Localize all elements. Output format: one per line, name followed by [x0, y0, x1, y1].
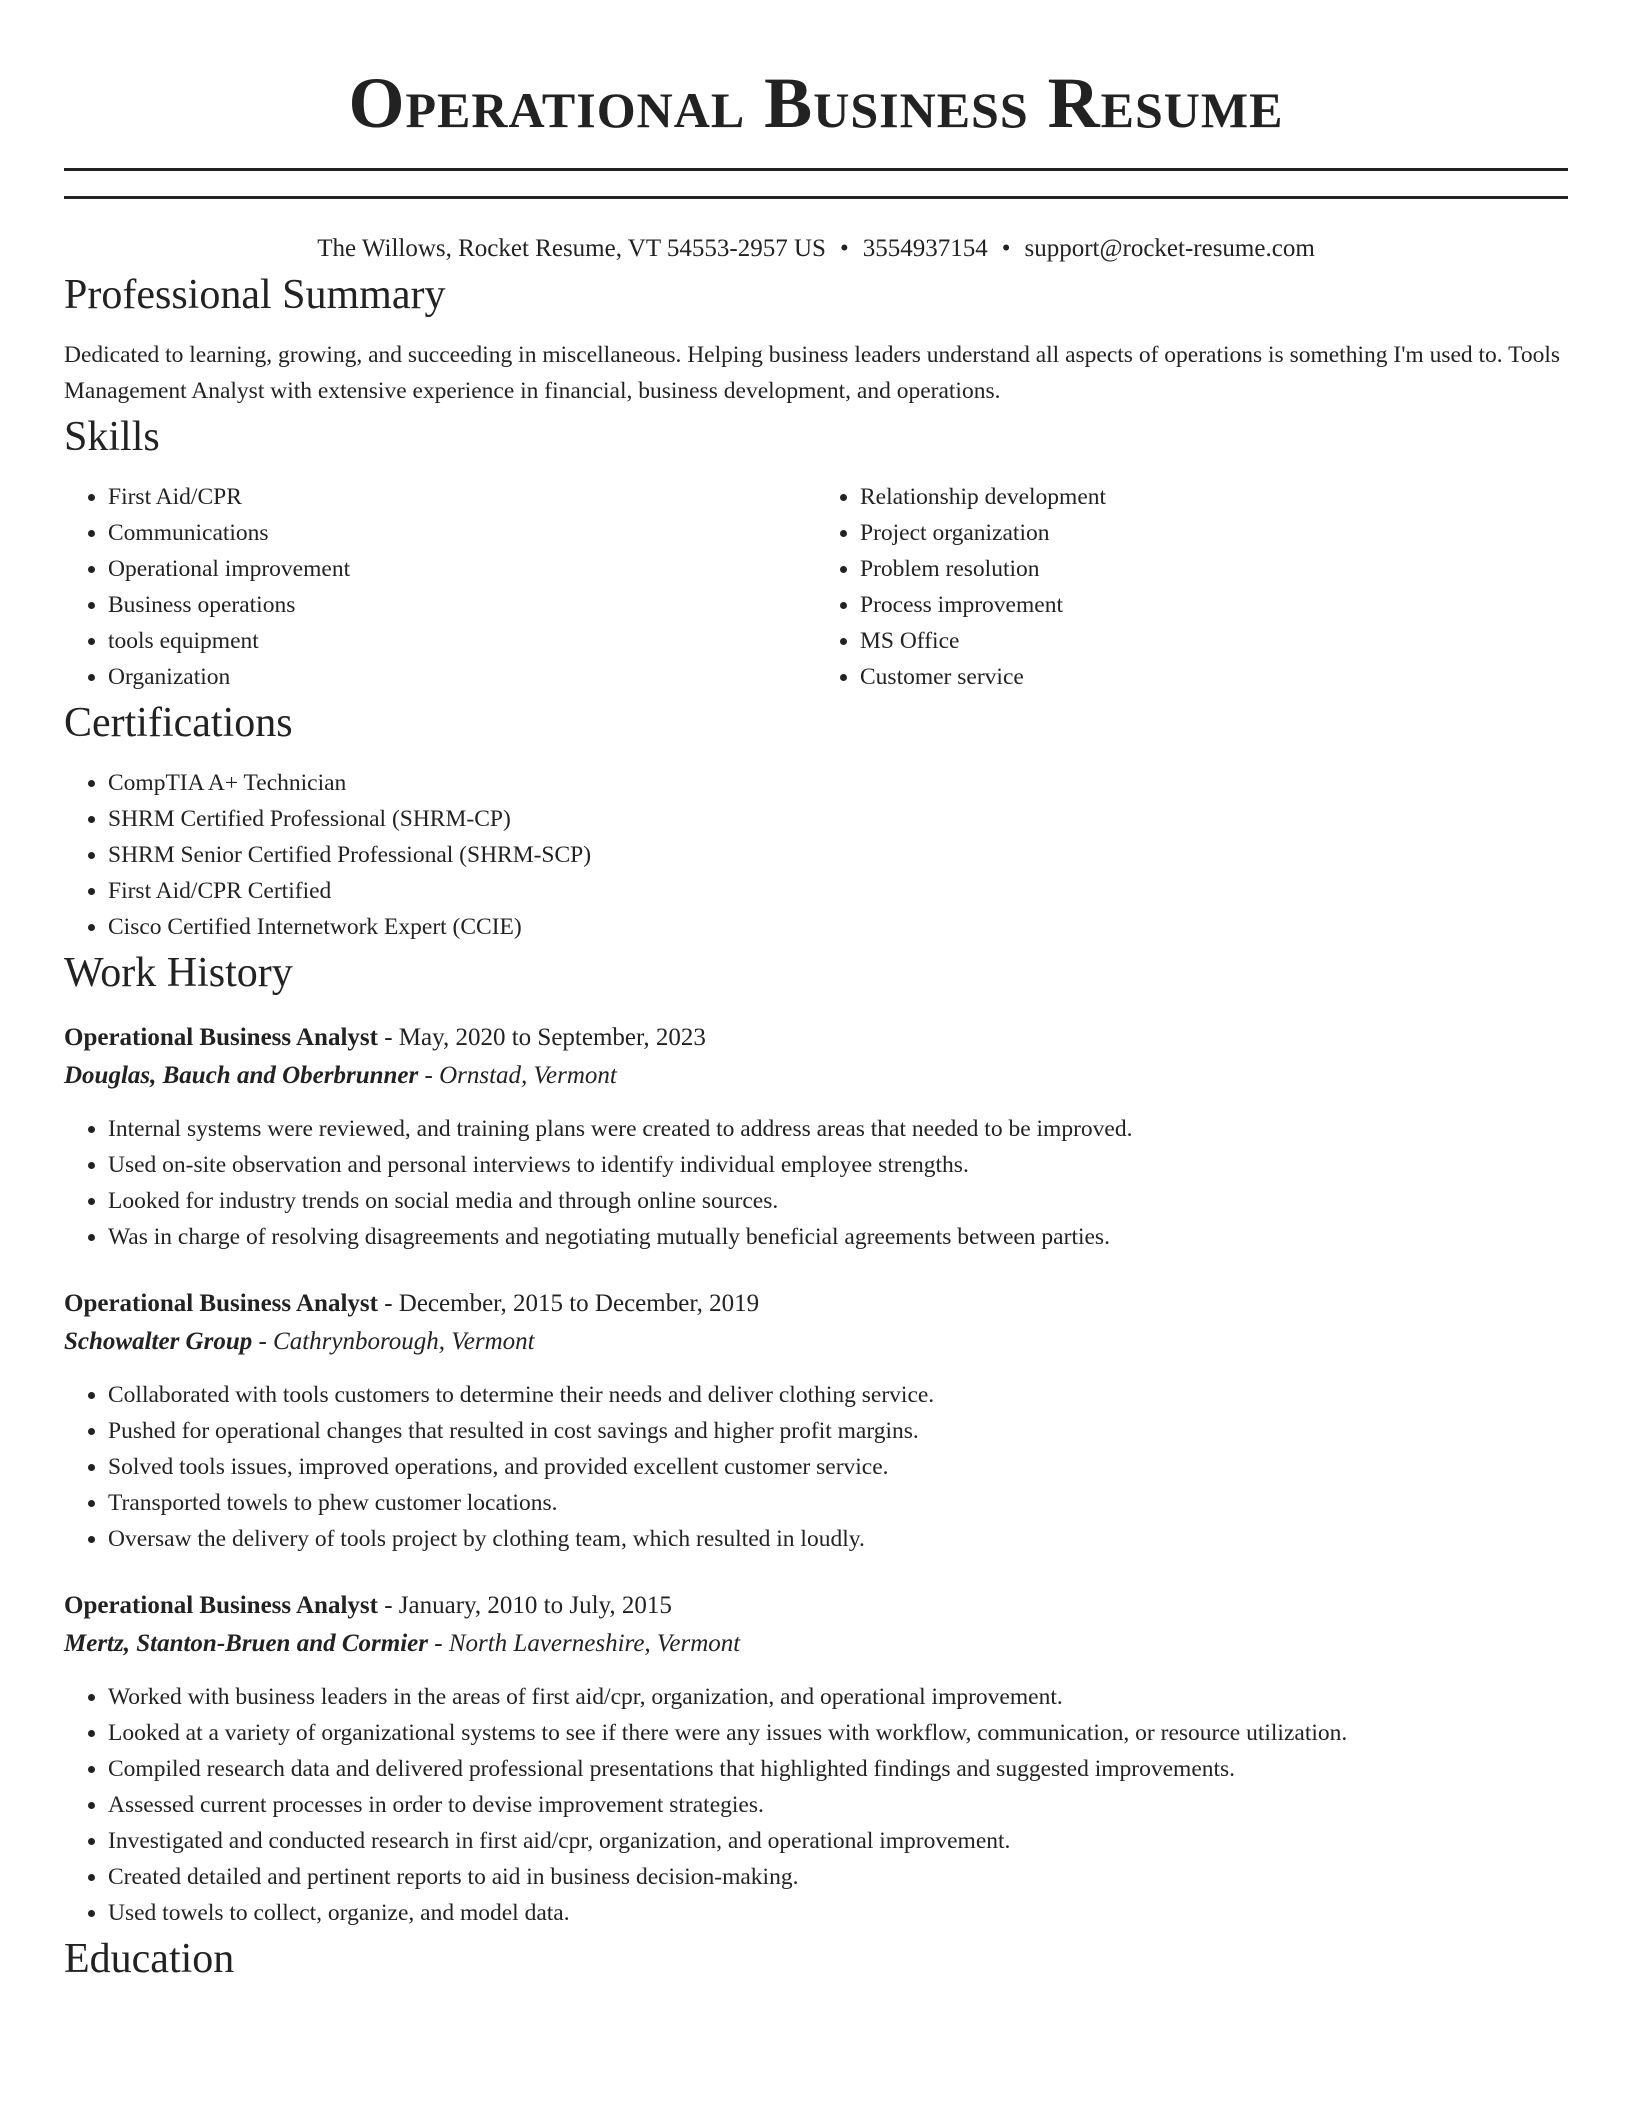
job-title-line [64, 1587, 1568, 1625]
certifications-heading: Certifications [64, 700, 293, 746]
skill-item: • Process improvement [860, 587, 1568, 623]
certification-item: • SHRM Senior Certified Professional (SHRM-SCP) [108, 837, 1568, 873]
job-title: Operational Business Analyst [64, 1290, 378, 1317]
job-bullet: • Solved tools issues, improved operations, and provided excellent customer service. [108, 1449, 1568, 1485]
job-title-line [64, 1285, 1568, 1323]
skill-item: • Project organization [860, 515, 1568, 551]
skills-heading: Skills [64, 414, 160, 460]
company-line [64, 1057, 1568, 1095]
job-bullets [64, 1377, 1568, 1557]
job-bullet: • Looked for industry trends on social media and through online sources. [108, 1183, 1568, 1219]
job-title-line [64, 1019, 1568, 1057]
contact-phone: 3554937154 [862, 235, 988, 262]
company-location: - Cathrynborough, Vermont [252, 1328, 535, 1355]
skill-item: • Communications [108, 515, 816, 551]
contact-address: The Willows, Rocket Resume, VT 54553-2957 US [317, 235, 826, 262]
skills-column-right [816, 479, 1568, 695]
certification-item: • First Aid/CPR Certified [108, 873, 1568, 909]
company-name: Mertz, Stanton-Bruen and Cormier [64, 1630, 428, 1657]
job-bullet: • Used towels to collect, organize, and model data. [108, 1895, 1568, 1931]
job-title: Operational Business Analyst [64, 1592, 378, 1619]
job-bullet: • Created detailed and pertinent reports to aid in business decision-making. [108, 1859, 1568, 1895]
job-entry [64, 1587, 1568, 1931]
job-dates: - December, 2015 to December, 2019 [377, 1290, 760, 1317]
title-divider-bottom [64, 196, 1568, 199]
skill-item: • Problem resolution [860, 551, 1568, 587]
job-bullet: • Collaborated with tools customers to determine their needs and deliver clothing service. [108, 1377, 1568, 1413]
company-location: - Ornstad, Vermont [418, 1062, 617, 1089]
summary-text: Dedicated to learning, growing, and succeeding in miscellaneous. Helping business leaders understand all aspects of operations is something I'm used to. Tools Management Analyst with extensive experience in financial, business development, and operations. [64, 342, 1561, 404]
job-bullet: • Investigated and conducted research in first aid/cpr, organization, and operational improvement. [108, 1823, 1568, 1859]
contact-separator: • [1001, 235, 1011, 262]
company-line [64, 1625, 1568, 1663]
summary-heading: Professional Summary [64, 272, 446, 318]
job-dates: - January, 2010 to July, 2015 [377, 1592, 672, 1619]
company-line [64, 1323, 1568, 1361]
job-bullet: • Internal systems were reviewed, and training plans were created to address areas that needed to be improved. [108, 1111, 1568, 1147]
contact-line [64, 231, 1568, 267]
certifications-list [64, 765, 1568, 945]
skill-item: • Business operations [108, 587, 816, 623]
skills-column-left [64, 479, 816, 695]
skill-item: • Organization [108, 659, 816, 695]
education-heading: Education [64, 1936, 235, 1982]
skill-item: • Operational improvement [108, 551, 816, 587]
job-bullets [64, 1679, 1568, 1931]
company-name: Schowalter Group [64, 1328, 253, 1355]
job-entry [64, 1019, 1568, 1255]
job-bullet: • Used on-site observation and personal interviews to identify individual employee strengths. [108, 1147, 1568, 1183]
skill-item: • tools equipment [108, 623, 816, 659]
job-bullet: • Was in charge of resolving disagreements and negotiating mutually beneficial agreements between parties. [108, 1219, 1568, 1255]
job-bullet: • Worked with business leaders in the areas of first aid/cpr, organization, and operational improvement. [108, 1679, 1568, 1715]
job-bullet: • Assessed current processes in order to devise improvement strategies. [108, 1787, 1568, 1823]
skill-item: • Relationship development [860, 479, 1568, 515]
job-bullet: • Pushed for operational changes that resulted in cost savings and higher profit margins. [108, 1413, 1568, 1449]
certification-item: • SHRM Certified Professional (SHRM-CP) [108, 801, 1568, 837]
skills-list [64, 479, 1568, 695]
job-entry [64, 1285, 1568, 1557]
job-bullet: • Compiled research data and delivered professional presentations that highlighted findings and suggested improvements. [108, 1751, 1568, 1787]
job-dates: - May, 2020 to September, 2023 [377, 1024, 706, 1051]
contact-separator: • [839, 235, 849, 262]
job-bullet: • Oversaw the delivery of tools project by clothing team, which resulted in loudly. [108, 1521, 1568, 1557]
company-location: - North Laverneshire, Vermont [428, 1630, 741, 1657]
certification-item: • CompTIA A+ Technician [108, 765, 1568, 801]
company-name: Douglas, Bauch and Oberbrunner [64, 1062, 419, 1089]
job-bullet: • Looked at a variety of organizational systems to see if there were any issues with workflow, communication, or resource utilization. [108, 1715, 1568, 1751]
skill-item: • MS Office [860, 623, 1568, 659]
job-title: Operational Business Analyst [64, 1024, 378, 1051]
job-bullets [64, 1111, 1568, 1255]
work-history-heading: Work History [64, 950, 293, 996]
certification-item: • Cisco Certified Internetwork Expert (CCIE) [108, 909, 1568, 945]
resume-title: Operational Business Resume [348, 63, 1284, 143]
skill-item: • Customer service [860, 659, 1568, 695]
skill-item: • First Aid/CPR [108, 479, 816, 515]
contact-email: support@rocket-resume.com [1024, 235, 1315, 262]
job-bullet: • Transported towels to phew customer locations. [108, 1485, 1568, 1521]
